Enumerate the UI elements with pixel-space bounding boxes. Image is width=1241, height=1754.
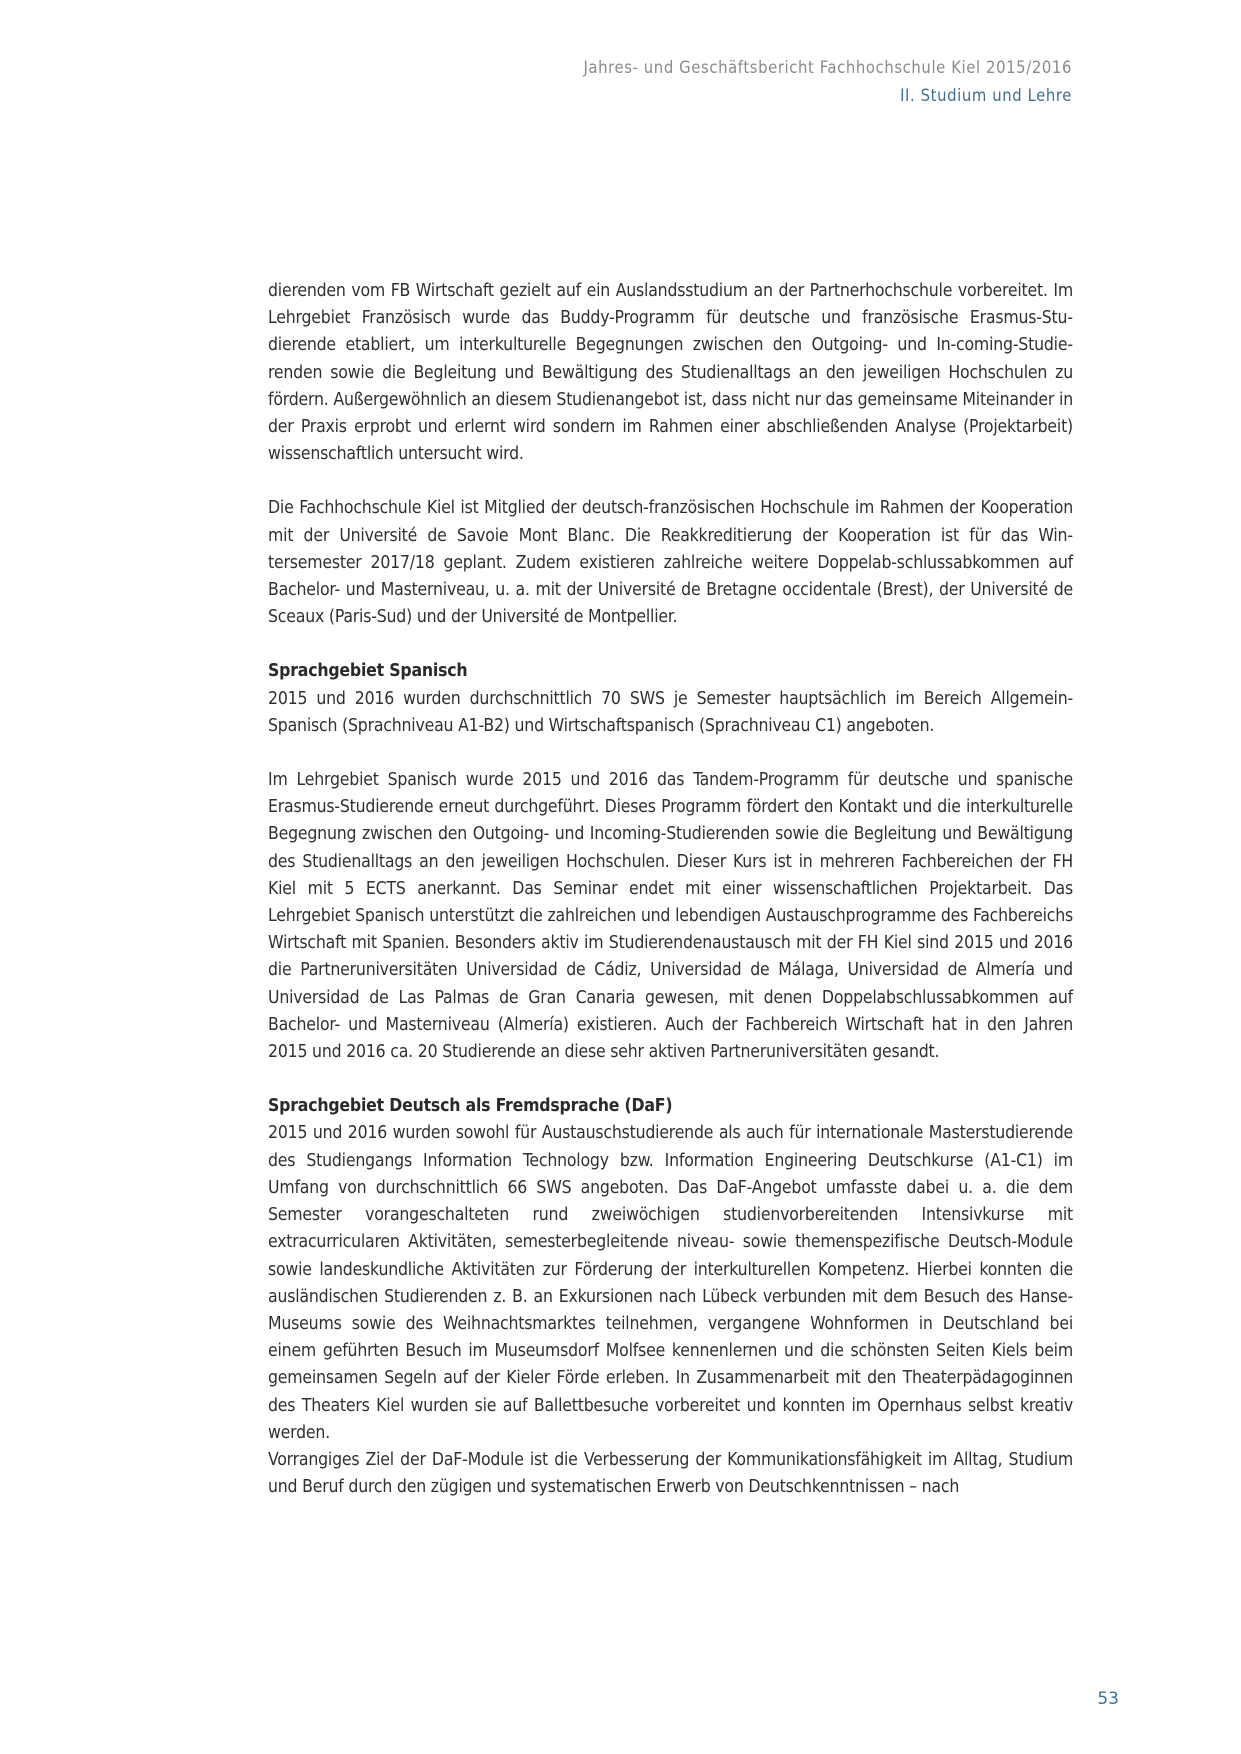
- report-title: Jahres- und Geschäftsbericht Fachhochschule Kiel 2015/2016: [583, 58, 1072, 77]
- paragraph-daf-ziel: Vorrangiges Ziel der DaF-Module ist die Verbesserung der Kommunikationsfähigkeit im Alltag, Studium und Beruf durch den zügigen und systematischen Erwerb von Deutschkenntnissen – nach: [268, 1449, 1073, 1498]
- running-header: [583, 54, 1072, 110]
- page-number: 53: [1097, 1689, 1119, 1709]
- heading-sprachgebiet-spanisch: Sprachgebiet Spanisch: [268, 661, 468, 682]
- paragraph-buddy-programm: dierenden vom FB Wirtschaft gezielt auf ein Auslandsstudium an der Partnerhochschule vorbereitet. Im Lehrgebiet Französisch wurde das Buddy-Programm für deutsche und französische Erasmus-Studierende etabliert, um interkulturelle Begegnungen zwischen den Outgoing- und In-coming-Studierenden sowie die Begleitung und Bewältigung des Studienalltags an den jeweiligen Hochschulen zu fördern. Außergewöhnlich an diesem Studienangebot ist, dass nicht nur das gemeinsame Miteinander in der Praxis erprobt und erlernt wird sondern im Rahmen einer abschließenden Analyse (Projektarbeit) wissenschaftlich untersucht wird.: [268, 281, 1073, 465]
- paragraph-tandem-programm: Im Lehrgebiet Spanisch wurde 2015 und 2016 das Tandem-Programm für deutsche und spanische Erasmus-Studierende erneut durchgeführt. Dieses Programm fördert den Kontakt und die interkulturelle Begegnung zwischen den Outgoing- und Incoming-Studierenden sowie die Begleitung und Bewältigung des Studienalltags an den jeweiligen Hochschulen. Dieser Kurs ist in mehreren Fachbereichen der FH Kiel mit 5 ECTS anerkannt. Das Seminar endet mit einer wissenschaftlichen Projektarbeit. Das Lehrgebiet Spanisch unterstützt die zahlreichen und lebendigen Austauschprogramme des Fachbereichs Wirtschaft mit Spanien. Besonders aktiv im Studierendenaustausch mit der FH Kiel sind 2015 und 2016 die Partneruniversitäten Universidad de Cádiz, Universidad de Málaga, Universidad de Almería und Universidad de Las Palmas de Gran Canaria gewesen, mit denen Doppelabschlussabkommen auf Bachelor- und Masterniveau (Almería) existieren. Auch der Fachbereich Wirtschaft hat in den Jahren 2015 und 2016 ca. 20 Studierende an diese sehr aktiven Partneruniversitäten gesandt.: [268, 770, 1073, 1063]
- heading-sprachgebiet-daf: Sprachgebiet Deutsch als Fremdsprache (DaF): [268, 1096, 673, 1117]
- paragraph-spanisch-angebot: 2015 und 2016 wurden durchschnittlich 70 SWS je Semester hauptsächlich im Bereich Allgemein-Spanisch (Sprachniveau A1-B2) und Wirtschaftspanisch (Sprachniveau C1) angeboten.: [268, 688, 1073, 736]
- chapter-title: II. Studium und Lehre: [900, 86, 1072, 105]
- paragraph-daf-angebot: 2015 und 2016 wurden sowohl für Austauschstudierende als auch für internationale Masterstudierende des Studiengangs Information Technology bzw. Information Engineering Deutschkurse (A1-C1) im Umfang von durchschnittlich 66 SWS angeboten. Das DaF-Angebot umfasste dabei u. a. die dem Semester vorangeschalteten rund zweiwöchigen studienvorbereitenden Intensivkurse mit extracurricularen Aktivitäten, semesterbegleitende niveau- sowie themenspezifische Deutsch-Module sowie landeskundliche Aktivitäten zur Förderung der interkulturellen Kompetenz. Hierbei konnten die ausländischen Studierenden z. B. an Exkursionen nach Lübeck verbunden mit dem Besuch des Hanse-Museums sowie des Weihnachtsmarktes teilnehmen, vergangene Wohnformen in Deutschland bei einem geführten Besuch im Museumsdorf Molfsee kennenlernen und die schönsten Seiten Kiels beim gemeinsamen Segeln auf der Kieler Förde erleben. In Zusammenarbeit mit den Theaterpädagoginnen des Theaters Kiel wurden sie auf Ballettbesuche vorbereitet und konnten im Opernhaus selbst kreativ werden.: [268, 1123, 1073, 1443]
- main-text: [268, 278, 1073, 1501]
- paragraph-deutsch-franzoesische-hochschule: Die Fachhochschule Kiel ist Mitglied der deutsch-französischen Hochschule im Rahmen der Kooperation mit der Université de Savoie Mont Blanc. Die Reakkreditierung der Kooperation ist für das Wintersemester 2017/18 geplant. Zudem existieren zahlreiche weitere Doppelab-schlussabkommen auf Bachelor- und Masterniveau, u. a. mit der Université de Bretagne occidentale (Brest), der Université de Sceaux (Paris-Sud) und der Université de Montpellier.: [268, 498, 1073, 628]
